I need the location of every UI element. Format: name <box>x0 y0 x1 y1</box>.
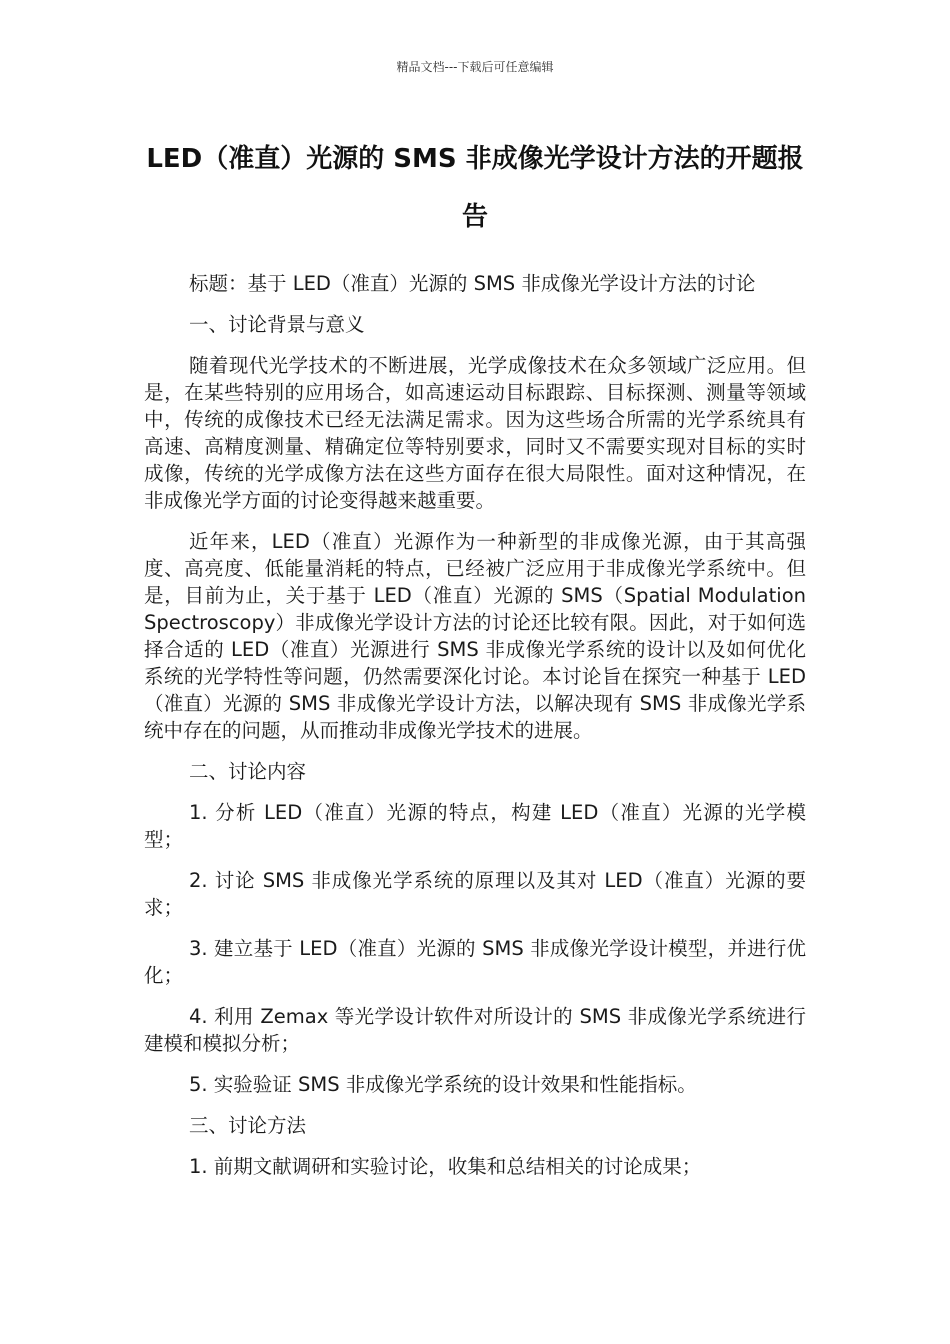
section-heading-method: 三、讨论方法 <box>189 1114 307 1137</box>
document-title: LED（准直）光源的 SMS 非成像光学设计方法的开题报告 <box>146 144 804 232</box>
content-item-2: 2. 讨论 SMS 非成像光学系统的原理以及其对 LED（准直）光源的要求； <box>144 869 806 919</box>
paragraph-recent-years: 近年来，LED（准直）光源作为一种新型的非成像光源，由于其高强度、高亮度、低能量消耗的特点，已经被广泛应用于非成像光学系统中。但是，目前为止，关于基于 LED（准直）光源的 SMS（Spatial Modulation Spectroscopy）非成像光学设计方法的讨论还比较有限。因此，对于如何选择合适的 LED（准直）光源进行 SMS 非成像光学系统的设计以及如何优化系统的光学特性等问题，仍然需要深化讨论。本讨论旨在探究一种基于 LED（准直）光源的 SMS 非成像光学设计方法，以解决现有 SMS 非成像光学系统中存在的问题，从而推动非成像光学技术的进展。 <box>144 530 806 742</box>
subject-line: 标题：基于 LED（准直）光源的 SMS 非成像光学设计方法的讨论 <box>189 272 756 295</box>
section-heading-content: 二、讨论内容 <box>189 760 307 783</box>
content-item-3: 3. 建立基于 LED（准直）光源的 SMS 非成像光学设计模型，并进行优化； <box>144 937 806 987</box>
content-item-4: 4. 利用 Zemax 等光学设计软件对所设计的 SMS 非成像光学系统进行建模和模拟分析； <box>144 1005 806 1055</box>
paragraph-background: 随着现代光学技术的不断进展，光学成像技术在众多领域广泛应用。但是，在某些特别的应用场合，如高速运动目标跟踪、目标探测、测量等领域中，传统的成像技术已经无法满足需求。因为这些场合所需的光学系统具有高速、高精度测量、精确定位等特别要求，同时又不需要实现对目标的实时成像，传统的光学成像方法在这些方面存在很大局限性。面对这种情况，在非成像光学方面的讨论变得越来越重要。 <box>144 354 806 512</box>
method-item-1: 1. 前期文献调研和实验讨论，收集和总结相关的讨论成果； <box>189 1155 702 1178</box>
header-note: 精品文档---下载后可任意编辑 <box>396 60 554 74</box>
document-body <box>144 270 806 1194</box>
content-item-1: 1. 分析 LED（准直）光源的特点，构建 LED（准直）光源的光学模型； <box>144 801 806 851</box>
section-heading-background: 一、讨论背景与意义 <box>189 313 365 336</box>
content-item-5: 5. 实验验证 SMS 非成像光学系统的设计效果和性能指标。 <box>189 1073 697 1096</box>
